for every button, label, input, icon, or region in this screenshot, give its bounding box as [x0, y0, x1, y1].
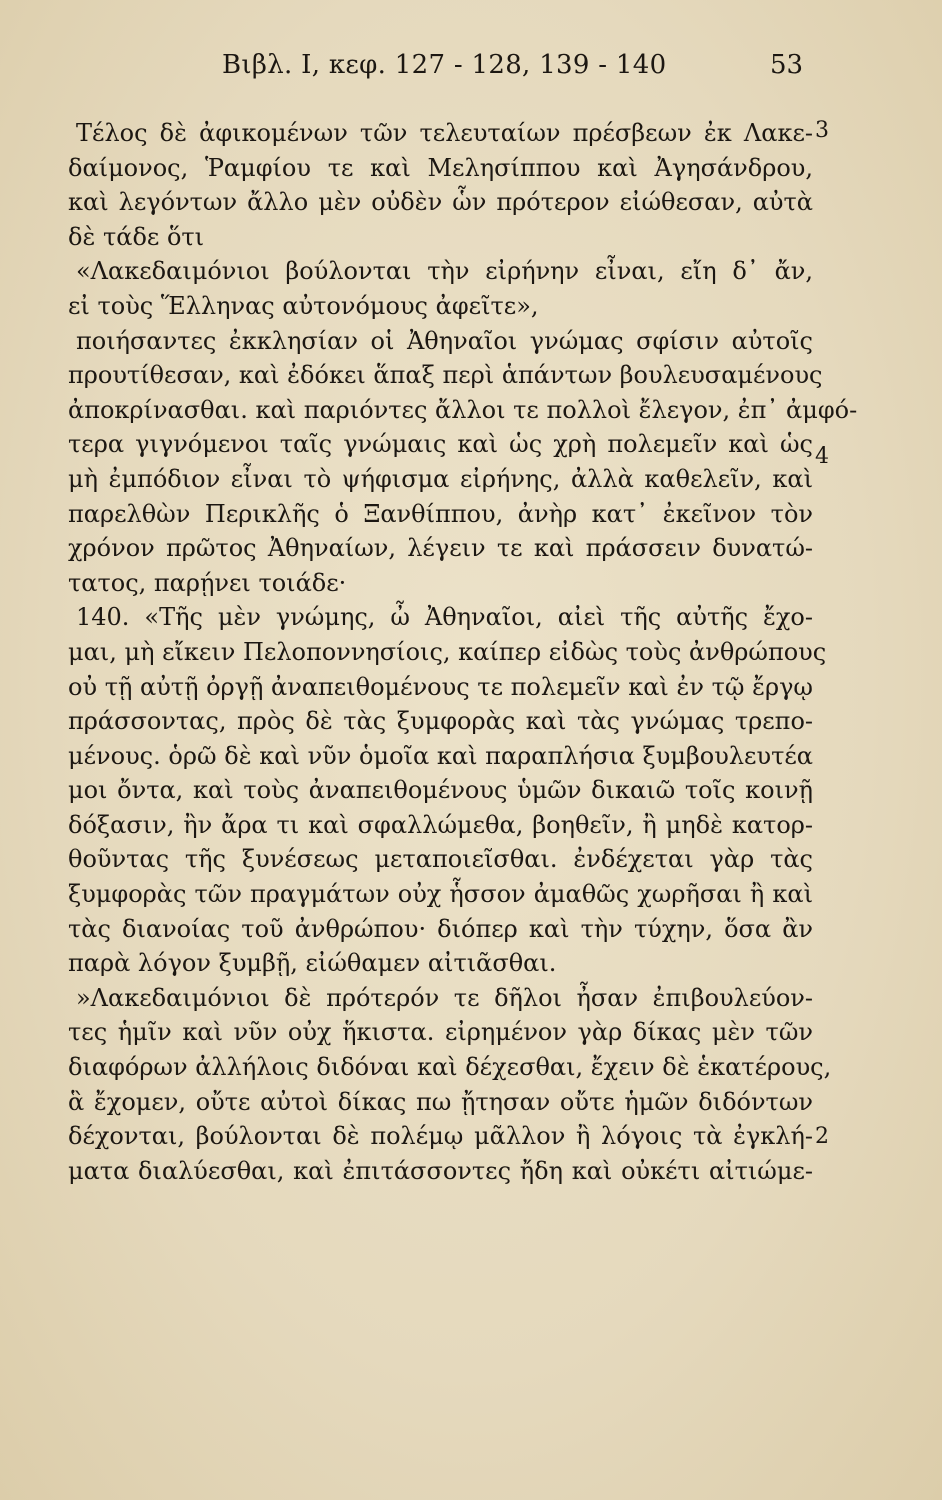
section-number: 3 — [815, 118, 829, 143]
text-line: μαι, μὴ εἴκειν Πελοποννησίοις, καίπερ εἰδὼς τοὺς ἀνθρώπους — [68, 637, 827, 666]
text-line: καὶ λεγόντων ἄλλο μὲν οὐδὲν ὧν πρότερον εἰώθεσαν, αὐτὰ — [68, 188, 813, 217]
text-line: τατος, παρῄνει τοιάδε· — [68, 568, 347, 597]
text-line: μὴ ἐμπόδιον εἶναι τὸ ψήφισμα εἰρήνης, ἀλλὰ καθελεῖν, καὶ — [68, 464, 813, 493]
text-line: παρὰ λόγον ξυμβῇ, εἰώθαμεν αἰτιᾶσθαι. — [68, 949, 557, 978]
text-line: ἀποκρίνασθαι. καὶ παριόντες ἄλλοι τε πολλοὶ ἔλεγον, ἐπ᾽ ἀμφό- — [68, 395, 858, 424]
text-line: ξυμφορὰς τῶν πραγμάτων οὐχ ἧσσον ἀμαθῶς χωρῆσαι ἢ καὶ — [68, 880, 813, 909]
text-line: θοῦντας τῆς ξυνέσεως μεταποιεῖσθαι. ἐνδέχεται γὰρ τὰς — [68, 845, 813, 874]
text-line: τερα γιγνόμενοι ταῖς γνώμαις καὶ ὡς χρὴ πολεμεῖν καὶ ὡς — [68, 430, 813, 459]
section-number: 2 — [815, 1124, 829, 1149]
text-line: χρόνον πρῶτος Ἀθηναίων, λέγειν τε καὶ πράσσειν δυνατώ- — [68, 534, 813, 563]
text-line: «Λακεδαιμόνιοι βούλονται τὴν εἰρήνην εἶναι, εἴη δ᾽ ἄν, — [76, 257, 813, 286]
running-head: Βιβλ. Ι, κεφ. 127 - 128, 139 - 140 — [222, 50, 667, 80]
text-line: ποιήσαντες ἐκκλησίαν οἱ Ἀθηναῖοι γνώμας σφίσιν αὐτοῖς — [76, 326, 813, 355]
text-line: προυτίθεσαν, καὶ ἐδόκει ἅπαξ περὶ ἁπάντων βουλευσαμένους — [68, 361, 823, 390]
main-text — [68, 116, 858, 1188]
text-line: οὐ τῇ αὐτῇ ὀργῇ ἀναπειθομένους τε πολεμεῖν καὶ ἐν τῷ ἔργῳ — [68, 672, 813, 701]
text-line: 140. «Τῆς μὲν γνώμης, ὦ Ἀθηναῖοι, αἰεὶ τῆς αὐτῆς ἔχο- — [76, 603, 813, 632]
text-line: ματα διαλύεσθαι, καὶ ἐπιτάσσοντες ἤδη καὶ οὐκέτι αἰτιώμε- — [68, 1156, 813, 1185]
text-line: τες ἡμῖν καὶ νῦν οὐχ ἥκιστα. εἰρημένον γὰρ δίκας μὲν τῶν — [68, 1018, 813, 1047]
text-line: δαίμονος, Ῥαμφίου τε καὶ Μελησίππου καὶ Ἀγησάνδρου, — [68, 153, 813, 182]
section-number: 4 — [815, 444, 829, 469]
text-line: εἰ τοὺς Ἕλληνας αὐτονόμους ἀφεῖτε», — [68, 291, 539, 320]
text-line: δόξασιν, ἢν ἄρα τι καὶ σφαλλώμεθα, βοηθεῖν, ἢ μηδὲ κατορ- — [68, 810, 813, 839]
text-line: μένους. ὁρῶ δὲ καὶ νῦν ὁμοῖα καὶ παραπλήσια ξυμβουλευτέα — [68, 741, 813, 770]
text-line: μοι ὄντα, καὶ τοὺς ἀναπειθομένους ὑμῶν δικαιῶ τοῖς κοινῇ — [68, 776, 813, 805]
text-line: δέχονται, βούλονται δὲ πολέμῳ μᾶλλον ἢ λόγοις τὰ ἐγκλή- — [68, 1122, 813, 1151]
text-line: πράσσοντας, πρὸς δὲ τὰς ξυμφορὰς καὶ τὰς γνώμας τρεπο- — [68, 707, 813, 736]
text-line: Τέλος δὲ ἀφικομένων τῶν τελευταίων πρέσβεων ἐκ Λακε- — [76, 119, 813, 147]
text-line: παρελθὼν Περικλῆς ὁ Ξανθίππου, ἀνὴρ κατ᾽ ἐκεῖνον τὸν — [68, 499, 813, 528]
text-line: δὲ τάδε ὅτι — [68, 222, 205, 251]
text-line: τὰς διανοίας τοῦ ἀνθρώπου· διόπερ καὶ τὴν τύχην, ὅσα ἂν — [68, 914, 813, 943]
text-line: ἃ ἔχομεν, οὔτε αὐτοὶ δίκας πω ᾔτησαν οὔτε ἡμῶν διδόντων — [68, 1087, 813, 1116]
text-line: »Λακεδαιμόνιοι δὲ πρότερόν τε δῆλοι ἦσαν ἐπιβουλεύον- — [76, 983, 813, 1012]
page-number: 53 — [770, 50, 804, 80]
text-line: διαφόρων ἀλλήλοις διδόναι καὶ δέχεσθαι, ἔχειν δὲ ἑκατέρους, — [68, 1053, 832, 1082]
